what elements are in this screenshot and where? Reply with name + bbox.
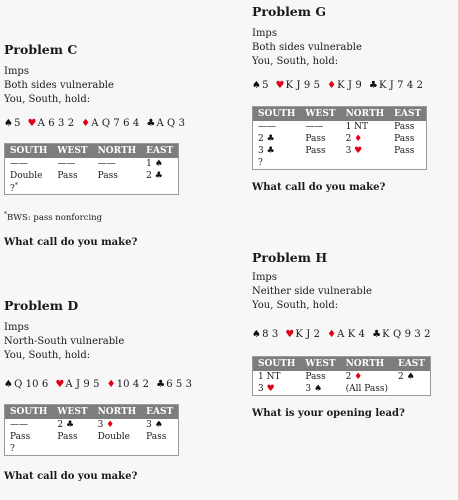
auction-header xyxy=(253,107,427,122)
column-header: EAST xyxy=(389,107,427,122)
footnote xyxy=(4,211,224,223)
auction-call: 1 ♠ xyxy=(146,159,163,169)
scoring-text: Imps xyxy=(4,66,29,77)
auction-call xyxy=(341,157,390,169)
auction-call: Double xyxy=(97,432,130,442)
column-header: EAST xyxy=(141,144,179,159)
spade-icon: ♠ xyxy=(406,372,415,382)
question: What call do you make? xyxy=(4,236,138,248)
auction-call: 2 ♣ xyxy=(57,420,75,430)
problem-title: Problem C xyxy=(4,42,78,57)
auction-row xyxy=(253,157,427,169)
auction-call xyxy=(393,383,431,395)
heart-icon: ♥ xyxy=(55,379,65,390)
heart-icon: ♥ xyxy=(354,146,363,156)
holding-spades: 5 xyxy=(14,118,21,129)
problem-c xyxy=(4,42,224,248)
auction-call: Pass xyxy=(305,372,326,382)
problem-title: Problem H xyxy=(252,250,328,265)
diamond-icon: ♦ xyxy=(106,379,116,390)
auction-call: 2 ♣ xyxy=(146,171,163,181)
auction-call xyxy=(93,443,142,455)
diamond-icon: ♦ xyxy=(327,329,337,340)
club-icon: ♣ xyxy=(368,80,378,91)
diamond-icon: ♦ xyxy=(354,372,363,382)
hand xyxy=(4,379,224,390)
club-icon: ♣ xyxy=(156,379,166,390)
auction-call: —— xyxy=(97,159,116,169)
auction-header xyxy=(5,405,179,420)
auction-row xyxy=(253,145,427,157)
holding-diamonds: 10 4 2 xyxy=(116,379,150,390)
auction-call: 3 ♠ xyxy=(146,420,163,430)
auction-table xyxy=(4,143,179,195)
auction-call: Pass xyxy=(146,432,167,442)
holding-diamonds: A K 4 xyxy=(337,329,366,340)
question: What call do you make? xyxy=(252,181,386,193)
footnote-mark: * xyxy=(4,211,7,218)
diamond-icon: ♦ xyxy=(106,420,115,430)
auction-call: 3 ♥ xyxy=(258,383,275,394)
heart-icon: ♥ xyxy=(27,118,37,129)
club-icon: ♣ xyxy=(266,134,275,144)
column-header: EAST xyxy=(141,405,179,420)
auction-call: ?* xyxy=(10,182,18,194)
column-header: WEST xyxy=(300,357,340,372)
auction-row xyxy=(5,158,179,170)
column-header: WEST xyxy=(52,144,92,159)
auction-row xyxy=(5,182,179,195)
column-header: NORTH xyxy=(93,144,142,159)
auction-call: 2 ♠ xyxy=(397,372,415,382)
scoring-text: Imps xyxy=(4,322,29,333)
auction-table xyxy=(4,404,179,456)
holding-clubs: A Q 3 xyxy=(156,118,186,129)
club-icon: ♣ xyxy=(266,146,275,156)
column-header: SOUTH xyxy=(253,357,301,372)
holding-hearts: K J 2 xyxy=(295,329,321,340)
auction-row xyxy=(253,371,431,383)
vulnerability-text: Both sides vulnerable xyxy=(252,42,362,53)
auction-call xyxy=(141,443,179,455)
column-header: SOUTH xyxy=(253,107,301,122)
heart-icon: ♥ xyxy=(285,329,295,340)
problem-title: Problem D xyxy=(4,298,79,313)
auction-call: 3 ♠ xyxy=(305,383,323,394)
auction-call: Pass xyxy=(305,146,326,156)
holding-diamonds: A Q 7 6 4 xyxy=(91,118,140,129)
auction-row xyxy=(253,383,431,395)
spade-icon: ♠ xyxy=(154,420,163,430)
hold-text: You, South, hold: xyxy=(252,56,339,67)
auction-row xyxy=(253,133,427,145)
auction-call xyxy=(52,443,92,455)
auction-call xyxy=(93,182,142,195)
auction-call: Pass xyxy=(394,134,415,144)
auction-call xyxy=(141,182,179,195)
vulnerability-text: North-South vulnerable xyxy=(4,336,125,347)
heart-icon: ♥ xyxy=(266,383,275,394)
auction-call: 1 NT xyxy=(258,372,281,382)
auction-table xyxy=(252,356,431,396)
vulnerability-text: Both sides vulnerable xyxy=(4,80,114,91)
holding-spades: 8 3 xyxy=(262,329,279,340)
holding-clubs: 6 5 3 xyxy=(166,379,193,390)
auction-call: —— xyxy=(10,420,28,430)
hand xyxy=(4,118,224,129)
hand xyxy=(252,80,458,91)
auction-row xyxy=(5,431,179,443)
club-icon: ♣ xyxy=(65,420,75,430)
diamond-icon: ♦ xyxy=(354,134,363,144)
auction-call: ? xyxy=(258,157,263,168)
auction-table xyxy=(252,106,427,170)
auction-call: —— xyxy=(10,159,28,169)
auction-call xyxy=(52,182,92,195)
hold-text: You, South, hold: xyxy=(4,94,91,105)
auction-call: Pass xyxy=(97,171,118,181)
spade-icon: ♠ xyxy=(4,379,14,390)
auction-call: Pass xyxy=(394,122,415,132)
column-header: WEST xyxy=(300,107,340,122)
problem-title: Problem G xyxy=(252,4,327,19)
auction-row xyxy=(253,121,427,133)
auction-call: 3 ♦ xyxy=(97,420,115,430)
auction-call: 3 ♣ xyxy=(258,146,275,156)
question: What is your opening lead? xyxy=(252,407,405,419)
column-header: NORTH xyxy=(341,107,390,122)
scoring-text: Imps xyxy=(252,28,277,39)
auction-header xyxy=(253,357,431,372)
auction-call: —— xyxy=(57,159,76,169)
auction-call: 2 ♣ xyxy=(258,134,275,144)
diamond-icon: ♦ xyxy=(81,118,91,129)
holding-hearts: A J 9 5 xyxy=(65,379,100,390)
holding-clubs: K Q 9 3 2 xyxy=(382,329,431,340)
auction-call: Pass xyxy=(57,432,78,442)
footnote-text: BWS: pass nonforcing xyxy=(7,212,103,223)
holding-clubs: K J 7 4 2 xyxy=(378,80,424,91)
holding-hearts: A 6 3 2 xyxy=(37,118,75,129)
auction-call: ? xyxy=(10,443,15,454)
hold-text: You, South, hold: xyxy=(252,300,339,311)
holding-spades: Q 10 6 xyxy=(14,379,49,390)
auction-call: Double xyxy=(10,171,43,181)
auction-row xyxy=(5,170,179,182)
auction-row xyxy=(5,443,179,455)
column-header: EAST xyxy=(393,357,431,372)
question: What call do you make? xyxy=(4,470,138,482)
auction-call: (All Pass) xyxy=(345,383,388,394)
auction-call: 2 ♦ xyxy=(345,134,363,144)
column-header: NORTH xyxy=(93,405,142,420)
auction-call: —— xyxy=(305,122,324,132)
auction-call: 3 ♥ xyxy=(345,146,363,156)
diamond-icon: ♦ xyxy=(327,80,337,91)
holding-hearts: K J 9 5 xyxy=(285,80,321,91)
problem-d xyxy=(4,298,224,482)
auction-call xyxy=(389,157,427,169)
spade-icon: ♠ xyxy=(313,383,323,394)
auction-call: Pass xyxy=(305,134,326,144)
auction-row xyxy=(5,419,179,431)
spade-icon: ♠ xyxy=(252,80,262,91)
hold-text: You, South, hold: xyxy=(4,350,91,361)
club-icon: ♣ xyxy=(146,118,156,129)
vulnerability-text: Neither side vulnerable xyxy=(252,286,372,297)
auction-call: —— xyxy=(258,122,276,132)
column-header: WEST xyxy=(52,405,92,420)
auction-call: 1 NT xyxy=(345,122,369,132)
column-header: SOUTH xyxy=(5,144,53,159)
spade-icon: ♠ xyxy=(252,329,262,340)
auction-call: 2 ♦ xyxy=(345,372,363,382)
heart-icon: ♥ xyxy=(275,80,285,91)
club-icon: ♣ xyxy=(372,329,382,340)
spade-icon: ♠ xyxy=(154,159,163,169)
problem-h xyxy=(252,250,458,419)
auction-call xyxy=(300,157,340,169)
spade-icon: ♠ xyxy=(4,118,14,129)
column-header: NORTH xyxy=(341,357,393,372)
scoring-text: Imps xyxy=(252,272,277,283)
club-icon: ♣ xyxy=(154,171,163,181)
column-header: SOUTH xyxy=(5,405,53,420)
problem-g xyxy=(252,4,458,193)
auction-call: Pass xyxy=(394,146,415,156)
auction-call: Pass xyxy=(10,432,31,442)
auction-header xyxy=(5,144,179,159)
holding-spades: 5 xyxy=(262,80,269,91)
auction-call: Pass xyxy=(57,171,78,181)
holding-diamonds: K J 9 xyxy=(337,80,362,91)
hand xyxy=(252,329,458,340)
